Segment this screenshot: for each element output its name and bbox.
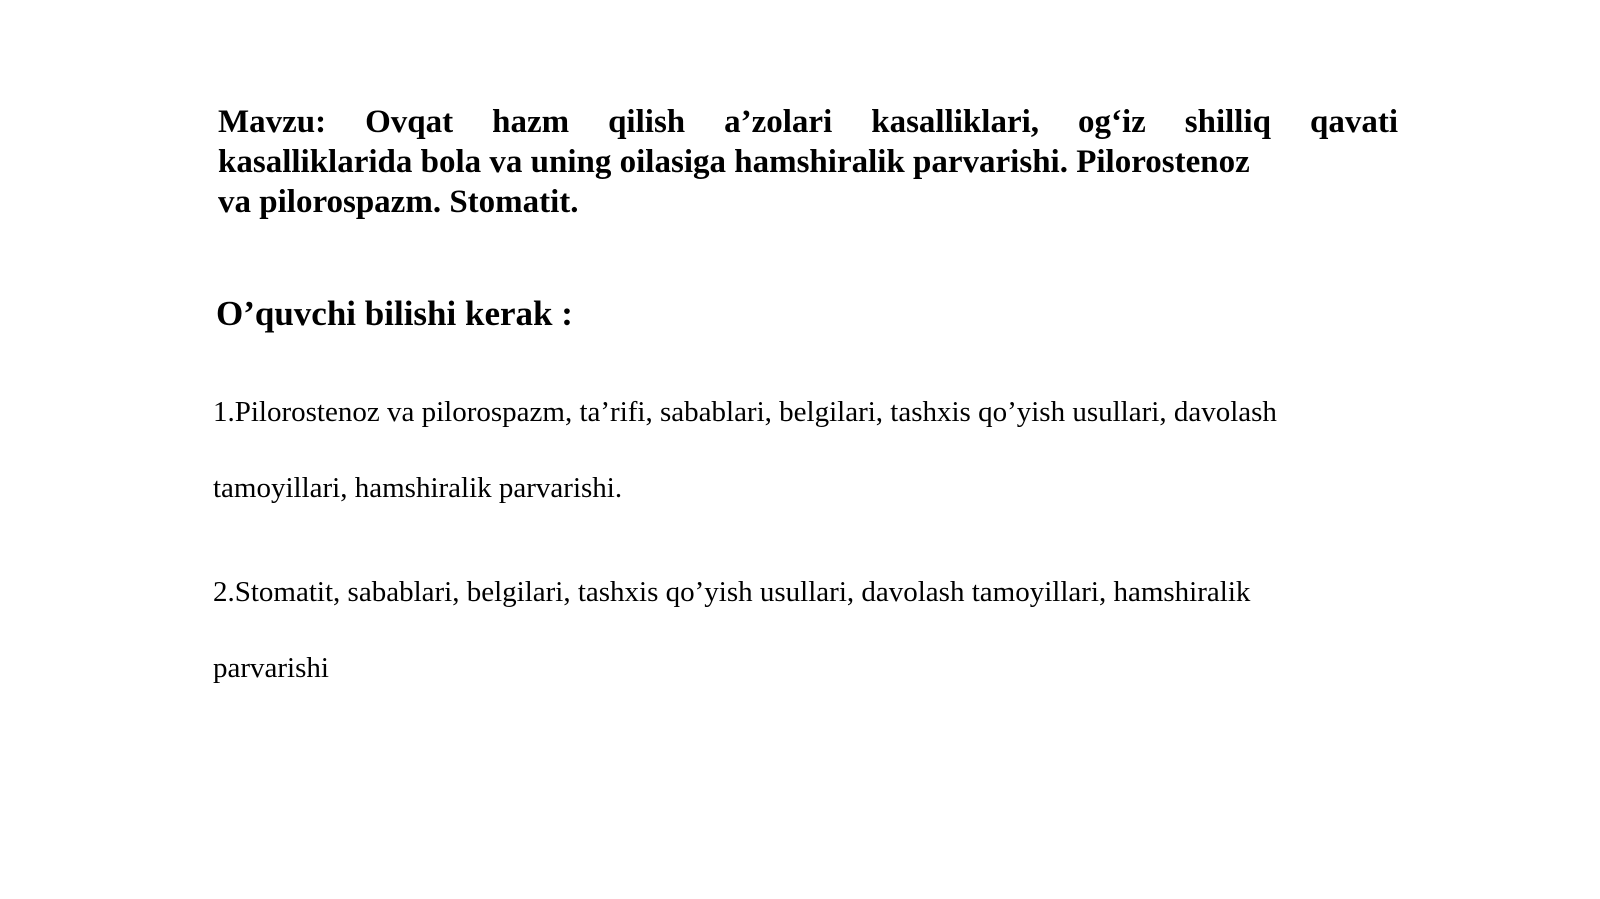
title-line-2: kasalliklarida bola va uning oilasiga hamshiralik parvarishi. Pilorostenoz: [218, 144, 1250, 180]
section-heading: O’quvchi bilishi kerak :: [216, 294, 573, 333]
list-item-1-line-2: tamoyillari, hamshiralik parvarishi.: [213, 472, 623, 504]
list-item-2-line-1: 2.Stomatit, sabablari, belgilari, tashxis qo’yish usullari, davolash tamoyillari, hamshiralik: [213, 576, 1251, 608]
slide-title: [218, 102, 1398, 222]
list-item-1-line-1: 1.Pilorostenoz va pilorospazm, ta’rifi, sabablari, belgilari, tashxis qo’yish usullari, davolash: [213, 396, 1277, 428]
title-line-1: Mavzu: Ovqat hazm qilish a’zolari kasalliklari, og‘iz shilliq qavati: [218, 104, 1398, 140]
list-item-2-line-2: parvarishi: [213, 652, 329, 684]
title-line-3: va pilorospazm. Stomatit.: [218, 184, 579, 220]
